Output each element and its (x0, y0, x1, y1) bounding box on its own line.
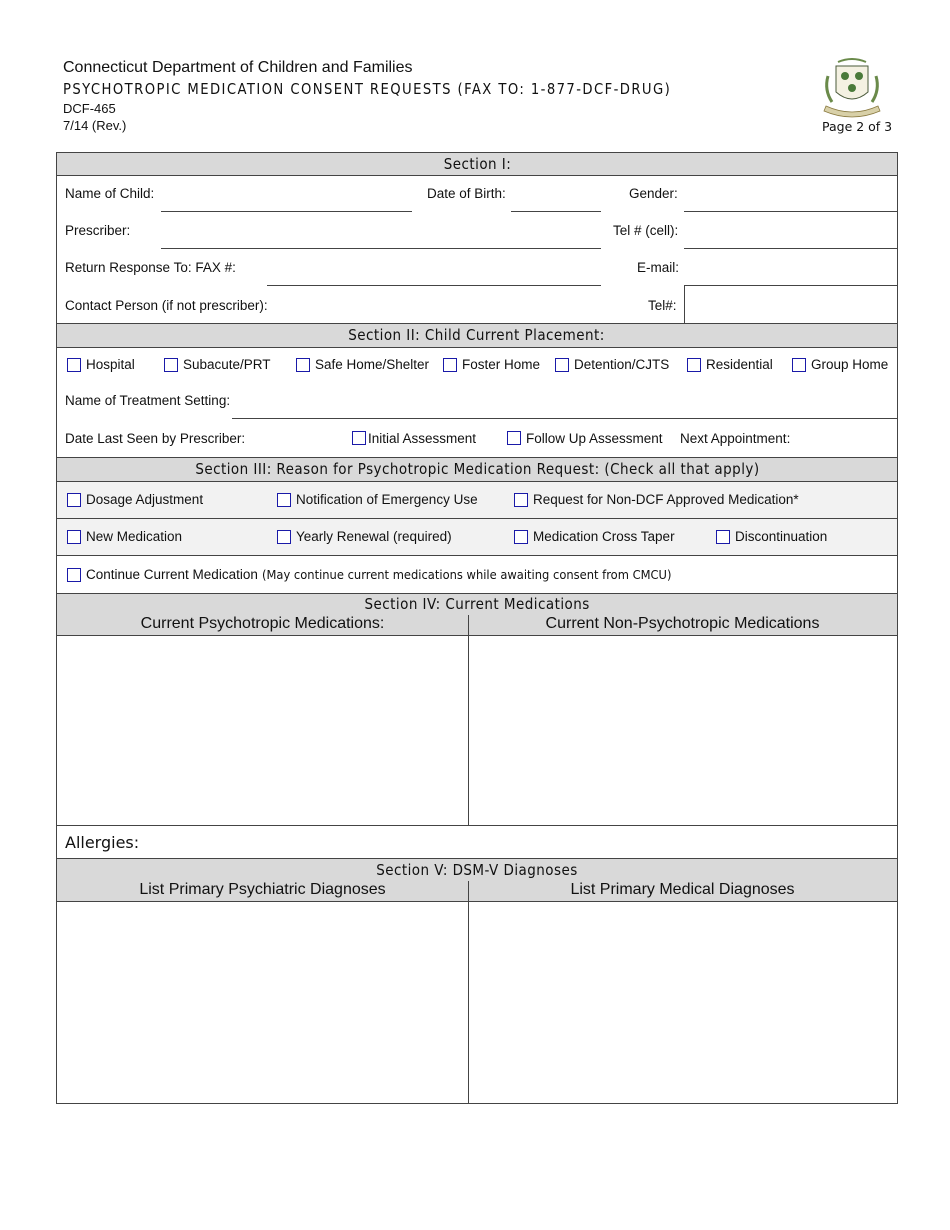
section-4-title: Section IV: Current Medications (364, 595, 590, 613)
page-number: Page 2 of 3 (822, 119, 893, 134)
psychiatric-diagnoses-col-header: List Primary Psychiatric Diagnoses (139, 881, 386, 898)
reason-label-dosage: Dosage Adjustment (86, 492, 204, 507)
form-header (63, 58, 754, 134)
tel-cell-label: Tel # (cell): (613, 223, 679, 238)
dob-field[interactable] (511, 211, 601, 212)
checkbox-non-dcf-approved[interactable] (514, 493, 528, 507)
checkbox-detention[interactable] (555, 358, 569, 372)
placement-label-group-home: Group Home (811, 357, 889, 372)
email-label: E-mail: (637, 260, 680, 275)
section-5-title: Section V: DSM-V Diagnoses (376, 861, 578, 879)
checkbox-continue-medication[interactable] (67, 568, 81, 582)
name-of-child-field[interactable] (161, 211, 412, 212)
checkbox-hospital[interactable] (67, 358, 81, 372)
gender-label: Gender: (629, 186, 678, 201)
initial-assessment-label: Initial Assessment (368, 431, 477, 446)
section-1-fields (57, 176, 897, 324)
return-fax-field[interactable] (267, 285, 601, 286)
checkbox-safe-home[interactable] (296, 358, 310, 372)
reason-label-emergency: Notification of Emergency Use (296, 492, 478, 507)
dob-label: Date of Birth: (427, 186, 506, 201)
medical-diagnoses-area[interactable] (469, 902, 897, 1103)
reason-label-non-dcf: Request for Non-DCF Approved Medication* (533, 492, 799, 507)
section-2-header: Section II: Child Current Placement: (57, 324, 897, 348)
treatment-setting-label: Name of Treatment Setting: (65, 393, 231, 408)
psychiatric-diagnoses-area[interactable] (57, 902, 468, 1103)
section-3-header: Section III: Reason for Psychotropic Medication Request: (Check all that apply) (57, 458, 897, 482)
section-3-row-2 (57, 519, 897, 556)
prescriber-field[interactable] (161, 248, 601, 249)
next-appointment-label: Next Appointment: (680, 431, 791, 446)
medical-diagnoses-col-header: List Primary Medical Diagnoses (570, 881, 795, 898)
checkbox-dosage-adjustment[interactable] (67, 493, 81, 507)
placement-label-detention: Detention/CJTS (574, 357, 670, 372)
section-5-body (57, 902, 897, 1103)
form-number: DCF-465 (63, 101, 116, 116)
tel-cell-field[interactable] (684, 248, 897, 249)
section-4-header (57, 594, 897, 636)
agency-name: Connecticut Department of Children and Families (63, 59, 413, 76)
non-psychotropic-col-header: Current Non-Psychotropic Medications (545, 615, 820, 632)
gender-field[interactable] (684, 211, 897, 212)
placement-label-subacute: Subacute/PRT (183, 357, 271, 372)
placement-label-hospital: Hospital (86, 357, 135, 372)
continue-medication-note: (May continue current medications while awaiting consent from CMCU) (261, 567, 672, 582)
state-seal-icon (818, 56, 886, 118)
allergies-label: Allergies: (65, 833, 140, 852)
form-title: PSYCHOTROPIC MEDICATION CONSENT REQUESTS (FAX TO: 1-877-DCF-DRUG) (63, 80, 672, 98)
section-3-row-1 (57, 482, 897, 519)
email-field[interactable] (684, 285, 897, 286)
section-4-body (57, 636, 897, 826)
checkbox-group-home[interactable] (792, 358, 806, 372)
checkbox-residential[interactable] (687, 358, 701, 372)
follow-up-label: Follow Up Assessment (526, 431, 663, 446)
continue-medication-label: Continue Current Medication (May continue current medications while awaiting consent from CMCU) (86, 567, 672, 582)
checkbox-emergency-use[interactable] (277, 493, 291, 507)
psychotropic-medications-area[interactable] (57, 636, 468, 825)
placement-label-residential: Residential (706, 357, 773, 372)
date-last-seen-label: Date Last Seen by Prescriber: (65, 431, 246, 446)
non-psychotropic-medications-area[interactable] (469, 636, 897, 825)
checkbox-yearly-renewal[interactable] (277, 530, 291, 544)
section-2-fields (57, 348, 897, 458)
placement-label-safe-home: Safe Home/Shelter (315, 357, 430, 372)
section-3-row-3 (57, 556, 897, 594)
form-revision: 7/14 (Rev.) (63, 118, 127, 133)
consent-form (56, 152, 898, 1104)
checkbox-initial-assessment[interactable] (352, 431, 366, 445)
section-5-header (57, 859, 897, 902)
tel-divider (684, 286, 685, 324)
name-of-child-label: Name of Child: (65, 186, 155, 201)
tel-label: Tel#: (648, 298, 677, 313)
allergies-row[interactable] (57, 826, 897, 859)
contact-person-label: Contact Person (if not prescriber): (65, 298, 268, 313)
reason-label-cross-taper: Medication Cross Taper (533, 529, 675, 544)
section-1-header: Section I: (57, 153, 897, 176)
checkbox-subacute[interactable] (164, 358, 178, 372)
checkbox-foster-home[interactable] (443, 358, 457, 372)
return-fax-label: Return Response To: FAX #: (65, 260, 236, 275)
checkbox-cross-taper[interactable] (514, 530, 528, 544)
psychotropic-col-header: Current Psychotropic Medications: (140, 615, 385, 632)
prescriber-label: Prescriber: (65, 223, 131, 238)
reason-label-yearly-renewal: Yearly Renewal (required) (296, 529, 452, 544)
checkbox-new-medication[interactable] (67, 530, 81, 544)
checkbox-discontinuation[interactable] (716, 530, 730, 544)
placement-label-foster-home: Foster Home (462, 357, 541, 372)
reason-label-new-medication: New Medication (86, 529, 183, 544)
checkbox-follow-up[interactable] (507, 431, 521, 445)
reason-label-discontinuation: Discontinuation (735, 529, 828, 544)
treatment-setting-field[interactable] (232, 418, 897, 419)
